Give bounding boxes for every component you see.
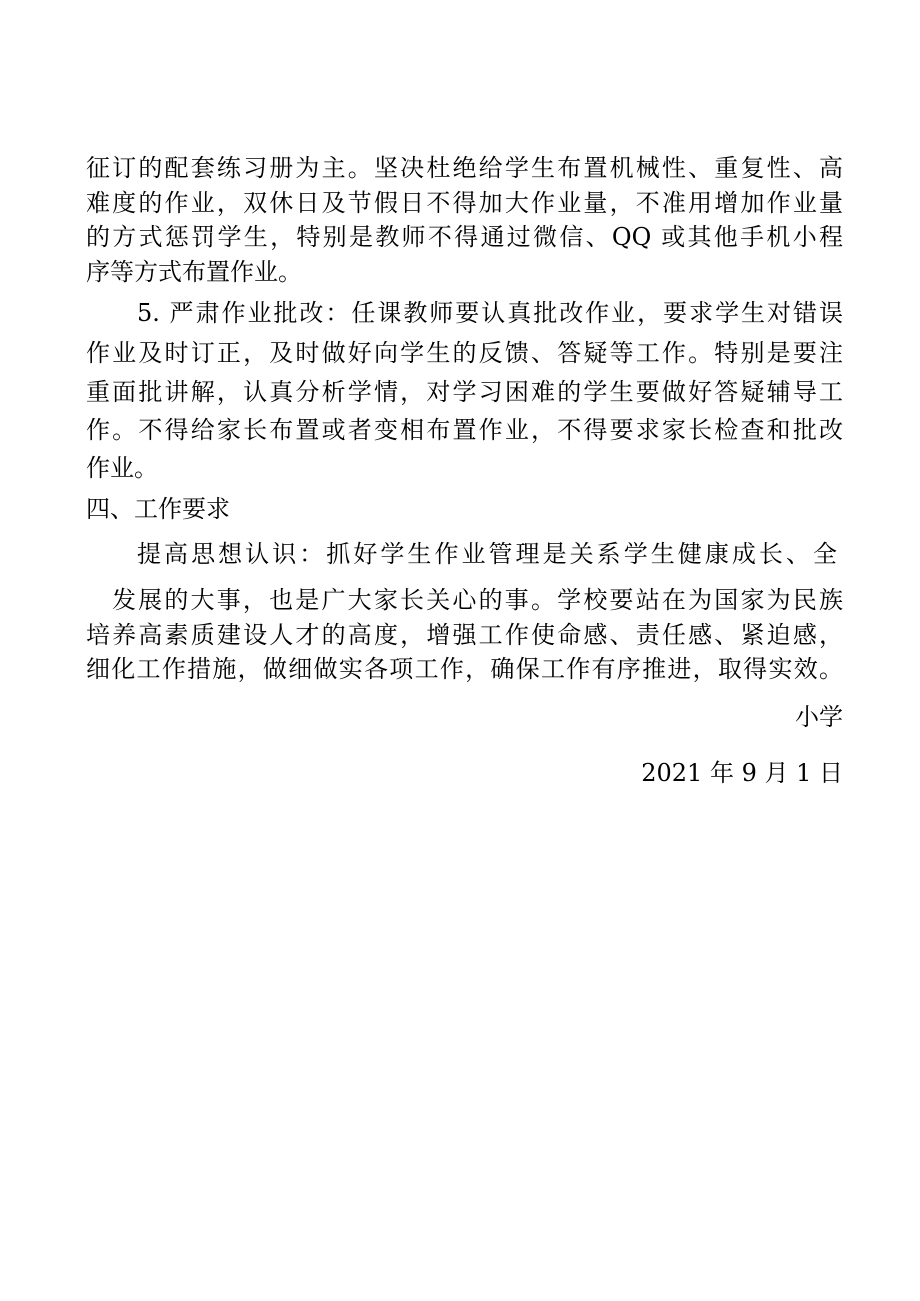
paragraph-2-line-5: 作业。 (86, 454, 158, 482)
signature-school: 小学 (795, 703, 843, 731)
paragraph-1-line-2: 难度的作业，双休日及节假日不得加大作业量，不准用增加作业量 (86, 189, 843, 217)
paragraph-2-line-1: 5. 严肃作业批改：任课教师要认真批改作业，要求学生对错误 (137, 299, 843, 327)
signature-date: 2021 年 9 月 1 日 (641, 759, 843, 787)
paragraph-2-line-2: 作业及时订正，及时做好向学生的反馈、答疑等工作。特别是要注 (86, 339, 843, 367)
section-heading: 四、工作要求 (86, 495, 230, 523)
paragraph-1-line-4: 序等方式布置作业。 (86, 258, 302, 286)
paragraph-3-line-1: 提高思想认识：抓好学生作业管理是关系学生健康成长、全 (137, 540, 837, 568)
paragraph-3-line-4: 细化工作措施，做细做实各项工作，确保工作有序推进，取得实效。 (86, 655, 843, 683)
paragraph-1-line-3: 的方式惩罚学生，特别是教师不得通过微信、QQ 或其他手机小程 (86, 223, 843, 251)
paragraph-3-line-2: 发展的大事，也是广大家长关心的事。学校要站在为国家为民族 (112, 586, 843, 614)
paragraph-2-line-4: 作。不得给家长布置或者变相布置作业，不得要求家长检查和批改 (86, 416, 843, 444)
paragraph-2-line-3: 重面批讲解，认真分析学情，对学习困难的学生要做好答疑辅导工 (86, 378, 843, 406)
paragraph-1-line-1: 征订的配套练习册为主。坚决杜绝给学生布置机械性、重复性、高 (86, 154, 843, 182)
paragraph-3-line-3: 培养高素质建设人才的高度，增强工作使命感、责任感、紧迫感， (86, 621, 843, 649)
